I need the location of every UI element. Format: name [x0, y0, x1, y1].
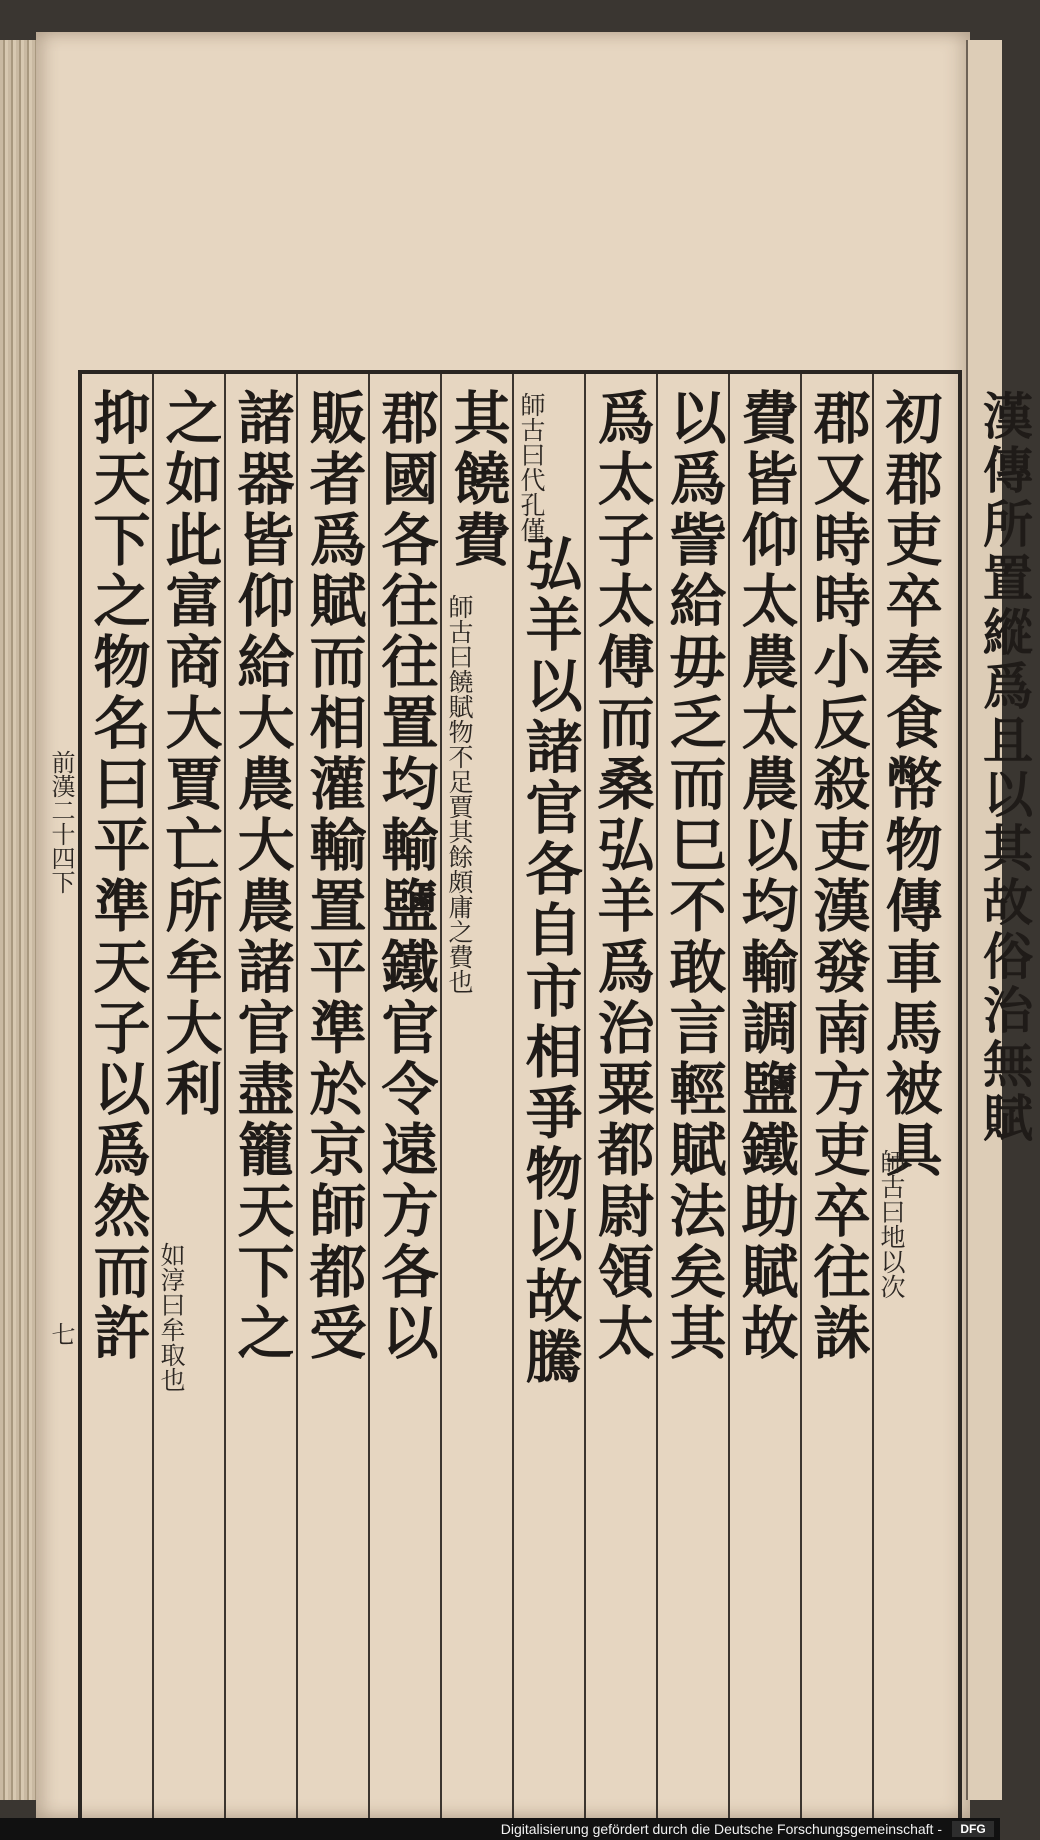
column-2 [802, 374, 874, 1828]
column-5 [586, 374, 658, 1828]
book-page [36, 32, 970, 1818]
column-4-text: 以爲訾給毋乏而巳不敢言輕賦法矣其 [660, 388, 727, 1364]
column-1-text: 初郡吏卒奉食幣物傳車馬被具 [876, 388, 943, 1181]
column-12-text: 抑天下之物名曰平準天子以爲然而許 [84, 388, 151, 1364]
facing-page-text: 漢傳所置縱爲且以其故俗治無賦 [975, 390, 1034, 1146]
column-3-text: 費皆仰太農太農以均輸調鹽鐵助賦故 [732, 388, 799, 1364]
column-11-text: 之如此富商大賈亡所牟大利 [156, 388, 223, 1120]
column-5-text: 爲太子太傅而桑弘羊爲治粟都尉領太 [588, 388, 655, 1364]
column-6-text: 弘羊以諸官各自市相爭物以故騰 [516, 534, 583, 1388]
column-10 [226, 374, 298, 1828]
margin-chapter-label: 前漢二十四下 [47, 750, 75, 894]
column-11 [154, 374, 226, 1828]
column-12 [82, 374, 154, 1828]
column-7 [442, 374, 514, 1828]
column-7-note: 師古曰饒賦物不足賈其餘頗庸之費也 [445, 594, 474, 994]
footer-text: Digitalisierung gefördert durch die Deutsche Forschungsgemeinschaft - [500, 1821, 942, 1837]
facing-page-edge [966, 40, 1034, 1800]
column-4 [658, 374, 730, 1828]
column-9 [298, 374, 370, 1828]
dfg-logo-icon: DFG [952, 1821, 994, 1837]
column-8-text: 郡國各往往置均輸鹽鐵官令遠方各以 [372, 388, 439, 1364]
digitization-footer [0, 1818, 1000, 1840]
column-9-text: 販者爲賦而相灌輸置平準於京師都受 [300, 388, 367, 1364]
column-6-note: 師古曰代孔僅 [517, 392, 546, 542]
column-11-note: 如淳曰牟取也 [157, 1242, 186, 1392]
column-3 [730, 374, 802, 1828]
column-7-text: 其饒費 [444, 388, 511, 571]
column-1 [874, 374, 946, 1828]
column-2-text: 郡又時時小反殺吏漢發南方吏卒往誅 [804, 388, 871, 1364]
column-6 [514, 374, 586, 1828]
margin-page-number: 七 [47, 1322, 75, 1346]
column-8 [370, 374, 442, 1828]
book-edge [0, 40, 40, 1800]
text-frame [78, 370, 962, 1832]
column-10-text: 諸器皆仰給大農大農諸官盡籠天下之 [228, 388, 295, 1364]
column-1-note: 師古曰地以次 [877, 1149, 906, 1299]
